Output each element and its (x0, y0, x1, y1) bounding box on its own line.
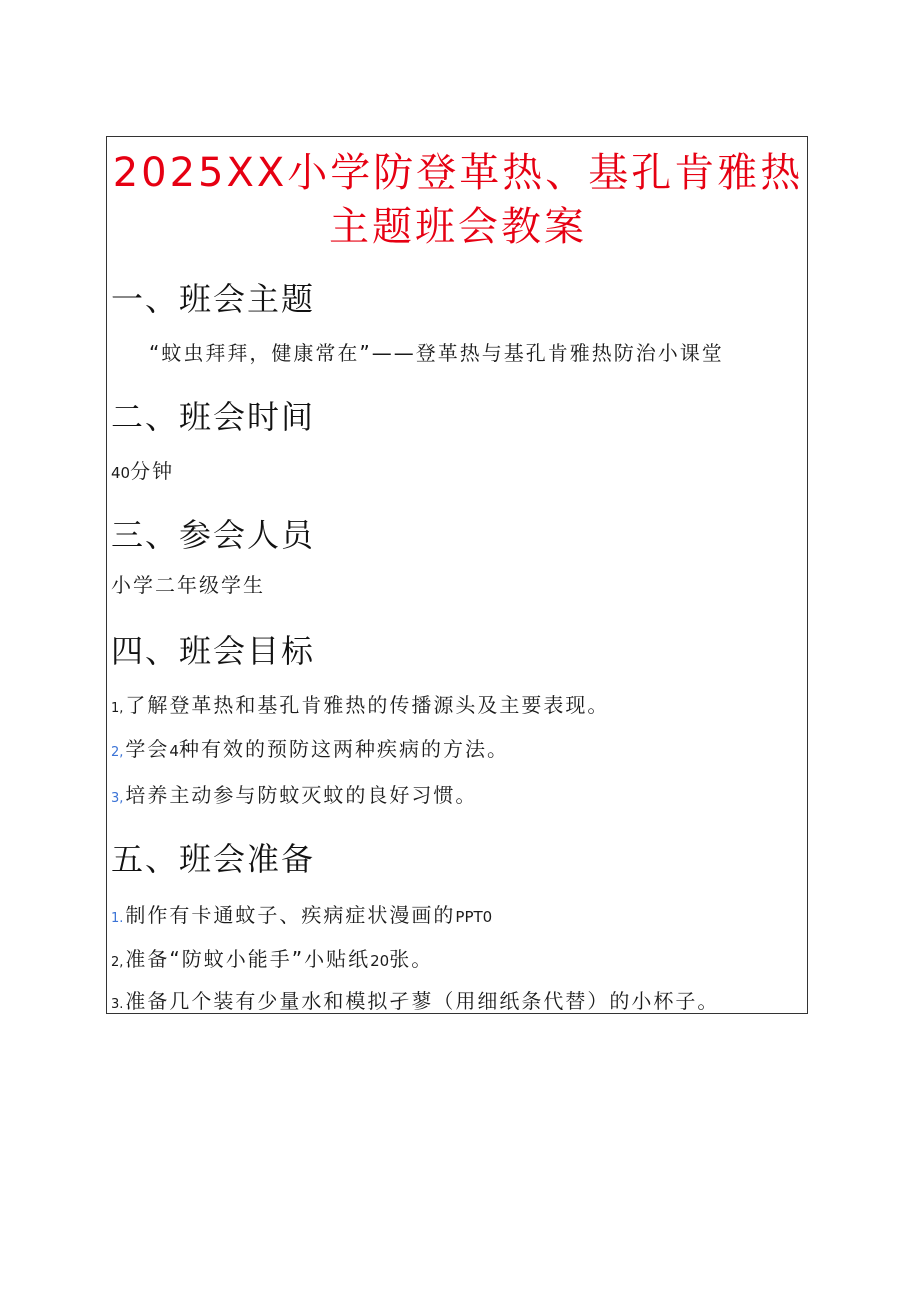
lesson-plan-frame (106, 136, 808, 1014)
document-title-line-1: 2025XX小学防登革热、基孔肯雅热 (112, 150, 804, 196)
goal-item-number: 3, (111, 791, 124, 806)
section-heading-participants: 三、参会人员 (111, 516, 316, 554)
section-heading-goals: 四、班会目标 (111, 632, 316, 670)
goal-item-text: 了解登革热和基孔肯雅热的传播源头及主要表现。 (125, 693, 610, 717)
prep-item-text-before: 准备“防蚊小能手”小贴纸 (125, 947, 371, 971)
prep-item-number: 2, (111, 955, 124, 970)
goal-item-1 (111, 695, 609, 715)
goal-item-3 (111, 785, 477, 805)
section-heading-theme: 一、班会主题 (111, 280, 316, 318)
section-body-participants: 小学二年级学生 (111, 573, 265, 597)
goal-item-text-num: 4 (169, 742, 179, 760)
goal-item-2 (111, 739, 509, 759)
prep-item-text-num: 20 (370, 952, 390, 970)
section-heading-preparation: 五、班会准备 (111, 840, 316, 878)
goal-item-text: 培养主动参与防蚊灭蚊的良好习惯。 (125, 783, 478, 807)
prep-item-text-before: 制作有卡通蚊子、疾病症状漫画的 (125, 903, 456, 927)
section-body-time (111, 461, 174, 481)
prep-item-text: 准备几个装有少量水和模拟孑蓼（用细纸条代替）的小杯子。 (125, 989, 720, 1013)
time-number: 40 (111, 464, 131, 482)
prep-item-3 (111, 991, 719, 1011)
theme-text: “蚊虫拜拜，健康常在”——登革热与基孔肯雅热防治小课堂 (149, 341, 724, 365)
prep-item-2 (111, 949, 433, 969)
prep-item-number: 1. (111, 911, 124, 926)
prep-item-1 (111, 905, 492, 925)
prep-item-text-after: 张。 (389, 947, 434, 971)
prep-item-number: 3. (111, 997, 124, 1012)
goal-item-text-before: 学会 (125, 737, 170, 761)
section-heading-time: 二、班会时间 (111, 398, 316, 436)
goal-item-number: 1, (111, 701, 124, 716)
goal-item-text-after: 种有效的预防这两种疾病的方法。 (178, 737, 509, 761)
document-title-line-2: 主题班会教案 (329, 204, 587, 250)
prep-item-text-latin: PPT0 (455, 908, 493, 926)
time-unit: 分钟 (130, 459, 175, 483)
goal-item-number: 2, (111, 745, 124, 760)
section-body-theme (111, 343, 724, 363)
